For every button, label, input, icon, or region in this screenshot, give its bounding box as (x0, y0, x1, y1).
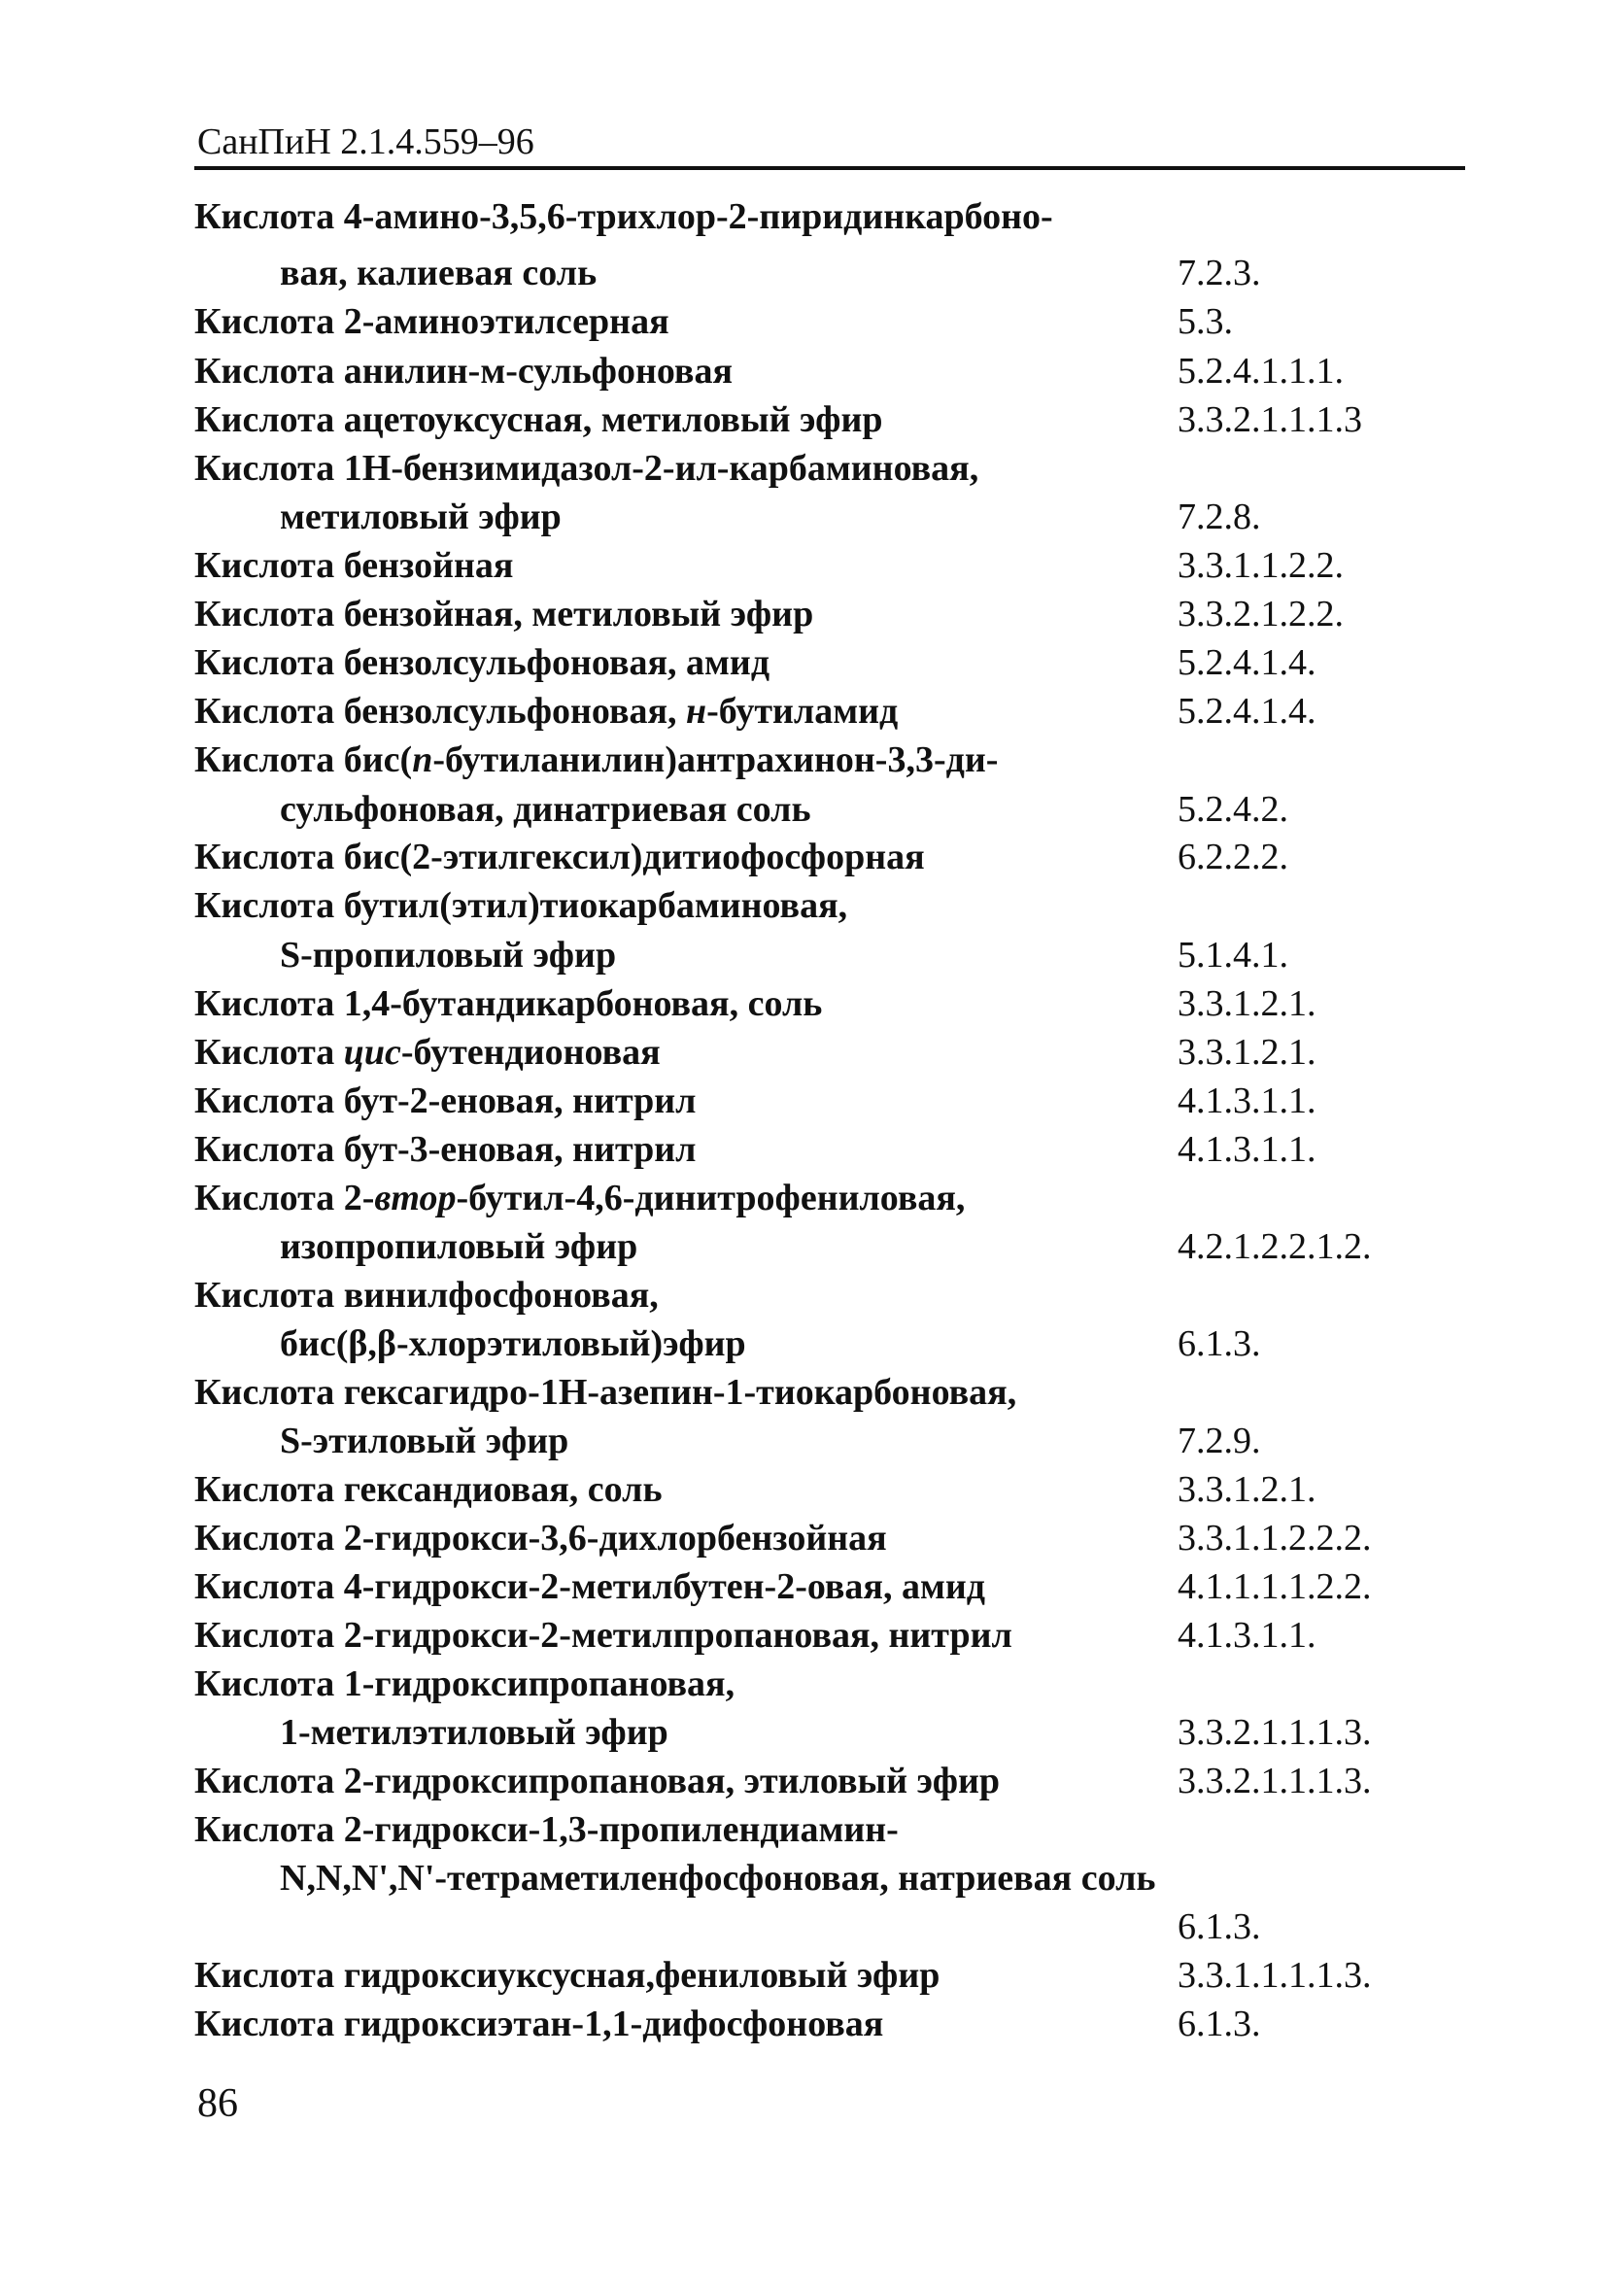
index-entry (0, 638, 1607, 687)
index-entry (0, 1562, 1607, 1611)
entry-name: Кислота 2-гидрокси-1,3-пропилендиамин- (194, 1809, 899, 1850)
entry-section-ref: 7.2.3. (1178, 253, 1261, 293)
index-entry (0, 1319, 1607, 1368)
index-entry (0, 1611, 1607, 1660)
entry-section-ref: 3.3.1.2.1. (1178, 983, 1316, 1024)
entry-section-ref: 3.3.1.2.1. (1178, 1032, 1316, 1073)
entry-section-ref: 3.3.2.1.1.1.3. (1178, 1712, 1372, 1753)
entry-section-ref: 3.3.2.1.1.1.3 (1178, 399, 1362, 440)
index-entry (0, 1902, 1607, 1951)
entry-name: Кислота 2-гидроксипропановая, этиловый эфир (194, 1761, 1001, 1801)
entry-name: Кислота анилин-м-сульфоновая (194, 351, 734, 392)
entry-name: Кислота бензолсульфоновая, амид (194, 642, 770, 683)
entry-name (194, 1174, 965, 1222)
index-entry (0, 1708, 1607, 1757)
entry-name: Кислота гидроксиуксусная,фениловый эфир (194, 1955, 940, 1996)
entry-name: Кислота 1-гидроксипропановая, (194, 1663, 735, 1704)
entry-section-ref: 3.3.1.1.2.2.2. (1178, 1518, 1372, 1559)
index-entry (0, 249, 1607, 297)
index-entry (0, 1854, 1607, 1902)
entry-name-part: -бутендионовая (400, 1032, 661, 1073)
entry-name-part: -бутил-4,6-динитрофениловая, (456, 1178, 966, 1218)
entry-section-ref: 3.3.1.2.1. (1178, 1469, 1316, 1510)
index-entry (0, 1077, 1607, 1125)
index-entry (0, 1271, 1607, 1319)
entry-name-part: Кислота (194, 1032, 344, 1073)
index-entry (0, 1417, 1607, 1465)
entry-section-ref: 7.2.9. (1178, 1421, 1261, 1461)
index-entry (0, 1028, 1607, 1077)
entry-name-part: Кислота бензолсульфоновая, (194, 691, 687, 732)
index-entry (0, 395, 1607, 444)
index-entry (0, 1805, 1607, 1854)
entry-section-ref: 3.3.2.1.2.2. (1178, 594, 1344, 634)
entry-section-ref: 5.2.4.1.1.1. (1178, 351, 1344, 392)
index-entry (0, 1660, 1607, 1708)
entry-section-ref: 3.3.1.1.2.2. (1178, 545, 1344, 586)
entry-name: метиловый эфир (280, 497, 562, 537)
entry-name (194, 1028, 661, 1077)
entry-section-ref: 3.3.1.1.1.1.3. (1178, 1955, 1372, 1996)
index-entry (0, 1222, 1607, 1271)
entry-name: Кислота 4-гидрокси-2-метилбутен-2-овая, амид (194, 1566, 985, 1607)
entry-name: Кислота 1,4-бутандикарбоновая, соль (194, 983, 823, 1024)
entry-name: Кислота винилфосфоновая, (194, 1275, 659, 1316)
entry-name: S-этиловый эфир (280, 1421, 569, 1461)
entry-section-ref: 4.1.3.1.1. (1178, 1080, 1316, 1121)
index-entry (0, 1951, 1607, 2000)
entry-name: изопропиловый эфир (280, 1226, 638, 1267)
index-entry (0, 590, 1607, 638)
entry-name: Кислота бутил(этил)тиокарбаминовая, (194, 885, 848, 926)
index-entry (0, 979, 1607, 1028)
index-entry (0, 881, 1607, 930)
entry-section-ref: 5.1.4.1. (1178, 935, 1288, 976)
entry-name: Кислота 2-аминоэтилсерная (194, 301, 669, 342)
entry-name: бис(β,β-хлорэтиловый)эфир (280, 1323, 746, 1364)
entry-name-part: Кислота бис( (194, 739, 413, 780)
entry-section-ref: 7.2.8. (1178, 497, 1261, 537)
entry-name-part: Кислота 2- (194, 1178, 375, 1218)
index-entry (0, 931, 1607, 979)
index-entry (0, 1174, 1607, 1222)
entry-name: вая, калиевая соль (280, 253, 598, 293)
entry-name (194, 687, 898, 736)
index-entry (0, 2000, 1607, 2048)
entry-name: сульфоновая, динатриевая соль (280, 789, 811, 830)
index-entry (0, 1757, 1607, 1805)
index-entry (0, 444, 1607, 493)
index-entry (0, 297, 1607, 346)
entry-name: 1-метилэтиловый эфир (280, 1712, 668, 1753)
entry-section-ref: 6.1.3. (1178, 2004, 1261, 2044)
entry-name-italic: втор (374, 1178, 457, 1218)
entry-section-ref: 4.1.1.1.1.2.2. (1178, 1566, 1372, 1607)
entry-name-italic: н (686, 691, 707, 732)
entry-name-part: -бутиланилин)антрахинон-3,3-ди- (432, 739, 999, 780)
entry-name: Кислота бензойная (194, 545, 514, 586)
entry-section-ref: 5.3. (1178, 301, 1233, 342)
entry-name: S-пропиловый эфир (280, 935, 617, 976)
page-number: 86 (197, 2081, 238, 2126)
entry-name: Кислота бензойная, метиловый эфир (194, 594, 814, 634)
index-entry (0, 493, 1607, 541)
entry-section-ref: 5.2.4.1.4. (1178, 691, 1316, 732)
entry-name: Кислота гександиовая, соль (194, 1469, 663, 1510)
entry-name: Кислота ацетоуксусная, метиловый эфир (194, 399, 883, 440)
entry-section-ref: 3.3.2.1.1.1.3. (1178, 1761, 1372, 1801)
entry-section-ref: 4.1.3.1.1. (1178, 1615, 1316, 1656)
entry-name: Кислота бут-3-еновая, нитрил (194, 1129, 697, 1170)
entry-name: Кислота 4-амино-3,5,6-трихлор-2-пиридинкарбоно- (194, 196, 1053, 237)
entry-name: Кислота гексагидро-1Н-азепин-1-тиокарбоновая, (194, 1372, 1017, 1413)
entry-name-italic: n (412, 739, 433, 780)
entry-name: Кислота 1Н-бензимидазол-2-ил-карбаминовая, (194, 448, 979, 489)
entry-section-ref: 6.1.3. (1178, 1323, 1261, 1364)
entry-name: Кислота бис(2-этилгексил)дитиофосфорная (194, 837, 925, 877)
index-entry (0, 1514, 1607, 1562)
entry-name (194, 736, 998, 784)
entry-name-italic: цис (343, 1032, 401, 1073)
index-entry (0, 1368, 1607, 1417)
entry-name: Кислота 2-гидрокси-2-метилпропановая, нитрил (194, 1615, 1012, 1656)
index-entry (0, 1125, 1607, 1174)
running-header: СанПиН 2.1.4.559–96 (197, 121, 534, 162)
entry-name: Кислота бут-2-еновая, нитрил (194, 1080, 697, 1121)
index-entry (0, 541, 1607, 590)
entry-section-ref: 6.1.3. (1178, 1906, 1261, 1947)
index-entry (0, 687, 1607, 736)
index-entry (0, 785, 1607, 834)
entry-section-ref: 5.2.4.2. (1178, 789, 1288, 830)
entry-name: Кислота 2-гидрокси-3,6-дихлорбензойная (194, 1518, 887, 1559)
index-entry (0, 192, 1607, 241)
entry-section-ref: 5.2.4.1.4. (1178, 642, 1316, 683)
index-entry (0, 1465, 1607, 1514)
entry-name-part: -бутиламид (706, 691, 899, 732)
entry-section-ref: 6.2.2.2. (1178, 837, 1288, 877)
entry-name: Кислота гидроксиэтан-1,1-дифосфоновая (194, 2004, 884, 2044)
index-entry (0, 347, 1607, 395)
entry-section-ref: 4.1.3.1.1. (1178, 1129, 1316, 1170)
index-entry (0, 833, 1607, 881)
index-entry (0, 736, 1607, 784)
entry-name: N,N,N',N'-тетраметиленфосфоновая, натриевая соль (280, 1858, 1156, 1899)
entry-section-ref: 4.2.1.2.2.1.2. (1178, 1226, 1372, 1267)
